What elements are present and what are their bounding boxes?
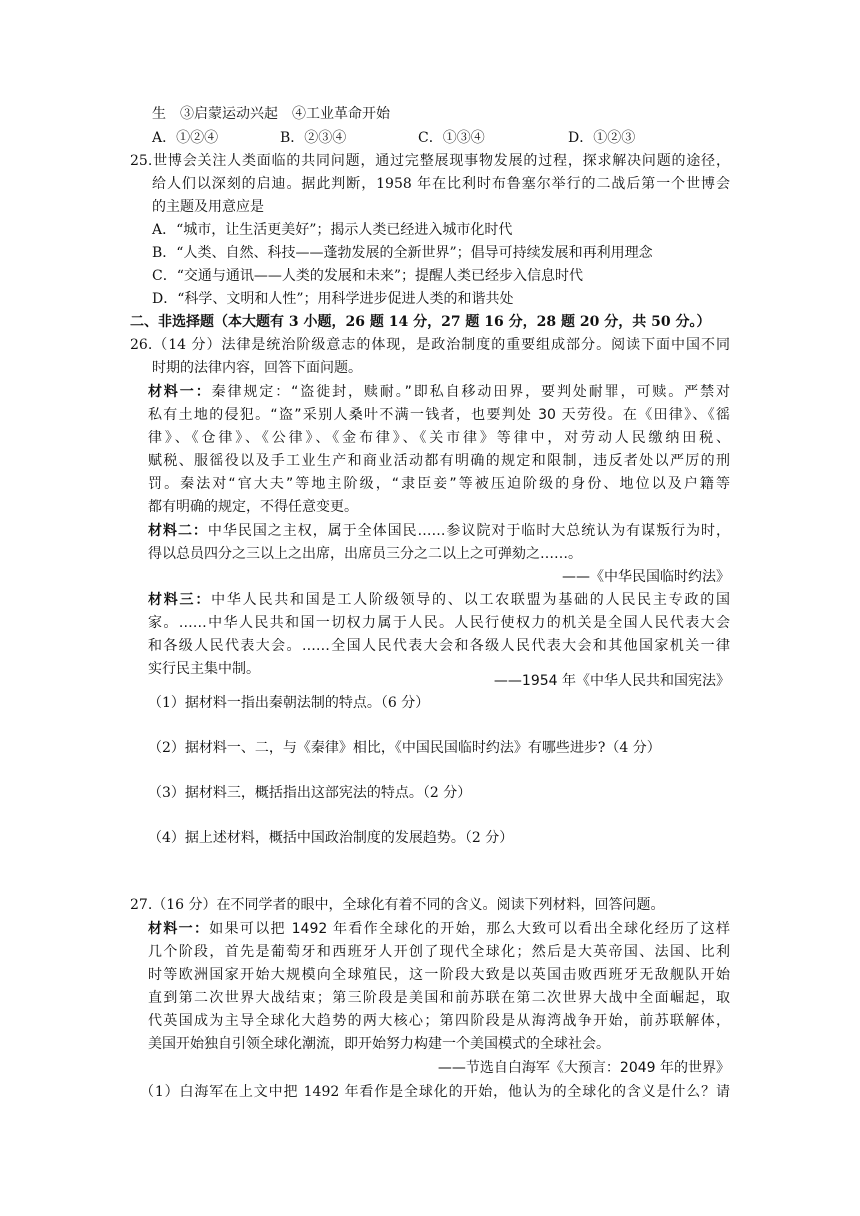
q27-material-1-source: ——节选自白海军《大预言：2049 年的世界》: [437, 1060, 730, 1076]
q24-option-c: C．①③④: [418, 130, 485, 146]
q27-material-1-line: 美国开始独自引领全球化潮流，即开始努力构建一个美国模式的全球社会。: [148, 1036, 610, 1052]
q24-option-d: D．①②③: [568, 130, 636, 146]
q26-material-1-line: 律》、《仓律》、《公律》、《金布律》、《关市律》等律中，对劳动人民缴纳田税、: [148, 430, 730, 446]
q24-option-a: A．①②④: [152, 130, 219, 146]
material-label: 材料一：: [148, 384, 212, 400]
q27-material-1-line: 代英国成为主导全球化大趋势的两大核心；第四阶段是从海湾战争开始，前苏联解体，: [148, 1013, 730, 1029]
q26-material-1-line: 罚。秦法对“官大夫”等地主阶级，“隶臣妾”等被压迫阶级的身份、地位以及户籍等: [148, 476, 730, 492]
q26-material-2-line: 得以总员四分之三以上之出席，出席员三分之二以上之可弹劾之……。: [148, 546, 582, 562]
q26-material-2-line: 材料二：中华民国之主权，属于全体国民……参议院对于临时大总统认为有谋叛行为时，: [148, 523, 731, 539]
q25-option-a: A．“城市，让生活更美好”；揭示人类已经进入城市化时代: [152, 222, 513, 238]
q27-subquestion-1: （1）白海军在上文中把 1492 年看作是全球化的开始，他认为的全球化的含义是什么？请: [140, 1084, 730, 1100]
q25-option-c: C．“交通与通讯——人类的发展和未来”；提醒人类已经步入信息时代: [152, 268, 584, 284]
material-label: 材料二：: [148, 523, 208, 539]
q26-material-1-line: 都有明确的规定，不得任意变更。: [148, 499, 358, 515]
q26-material-2-source: ——《中华民国临时约法》: [562, 569, 730, 585]
q25-option-b: B．“人类、自然、科技——蓬勃发展的全新世界”；倡导可持续发展和再利用理念: [152, 245, 653, 261]
section-heading: 二、非选择题（本大题有 3 小题，26 题 14 分，27 题 16 分，28 题 20 分，共 50 分。）: [130, 314, 711, 330]
q24-option-b: B．②③④: [280, 130, 347, 146]
q26-material-3-line: 家。……中华人民共和国一切权力属于人民。人民行使权力的机关是全国人民代表大会: [148, 615, 730, 631]
q26-subquestion-4: （4）据上述材料，概括中国政治制度的发展趋势。（2 分）: [148, 830, 514, 846]
q26-material-3-line: 实行民主集中制。: [148, 661, 260, 677]
q26-material-3-source: ——1954 年《中华人民共和国宪法》: [493, 673, 730, 689]
q26-material-3-line: 材料三：中华人民共和国是工人阶级领导的、以工农联盟为基础的人民民主专政的国: [148, 592, 731, 608]
q26-material-1-line: 私有土地的侵犯。“盗”采别人桑叶不满一钱者，也要判处 30 天劳役。在《田律》、《徭: [148, 407, 730, 423]
q24-line-end: 生 ③启蒙运动兴起 ④工业革命开始: [152, 106, 390, 122]
q25-stem-line: 给人们以深刻的启迪。据此判断，1958 年在比利时布鲁塞尔举行的二战后第一个世博会: [152, 176, 730, 192]
q26-subquestion-1: （1）据材料一指出秦朝法制的特点。（6 分）: [148, 695, 430, 711]
q26-stem-line: 26.（14 分）法律是统治阶级意志的体现，是政治制度的重要组成部分。阅读下面中国不同: [130, 337, 730, 353]
q25-option-d: D．“科学、文明和人性”；用科学进步促进人类的和谐共处: [152, 291, 514, 307]
q26-stem-line: 时期的法律内容，回答下面问题。: [152, 360, 362, 376]
material-label: 材料一：: [148, 921, 210, 937]
q27-material-1-line: 几个阶段，首先是葡萄牙和西班牙人开创了现代全球化；然后是大英帝国、法国、比利: [148, 944, 730, 960]
q26-material-1-line: 材料一：秦律规定：“盗徙封，赎耐。”即私自移动田界，要判处耐罪，可赎。严禁对: [148, 384, 730, 400]
q27-material-1-line: 材料一：如果可以把 1492 年看作全球化的开始，那么大致可以看出全球化经历了这样: [148, 921, 731, 937]
q26-subquestion-3: （3）据材料三，概括指出这部宪法的特点。（2 分）: [148, 785, 472, 801]
material-label: 材料三：: [148, 592, 212, 608]
q26-material-1-line: 赋税、服徭役以及手工业生产和商业活动都有明确的规定和限制，违反者处以严厉的刑: [148, 453, 730, 469]
q27-stem: 27.（16 分）在不同学者的眼中，全球化有着不同的含义。阅读下列材料，回答问题。: [130, 897, 665, 913]
q26-material-3-line: 和各级人民代表大会。……全国人民代表大会和各级人民代表大会和其他国家机关一律: [148, 638, 730, 654]
q25-stem-line: 的主题及用意应是: [152, 199, 264, 215]
q26-subquestion-2: （2）据材料一、二，与《秦律》相比，《中国民国临时约法》有哪些进步?（4 分）: [148, 740, 661, 756]
q27-material-1-line: 时等欧洲国家开始大规模向全球殖民，这一阶段大致是以英国击败西班牙无敌舰队开始: [148, 967, 730, 983]
q25-stem-line: 25.世博会关注人类面临的共同问题，通过完整展现事物发展的过程，探求解决问题的途径，: [130, 153, 730, 169]
q27-material-1-line: 直到第二次世界大战结束；第三阶段是美国和前苏联在第二次世界大战中全面崛起，取: [148, 990, 730, 1006]
